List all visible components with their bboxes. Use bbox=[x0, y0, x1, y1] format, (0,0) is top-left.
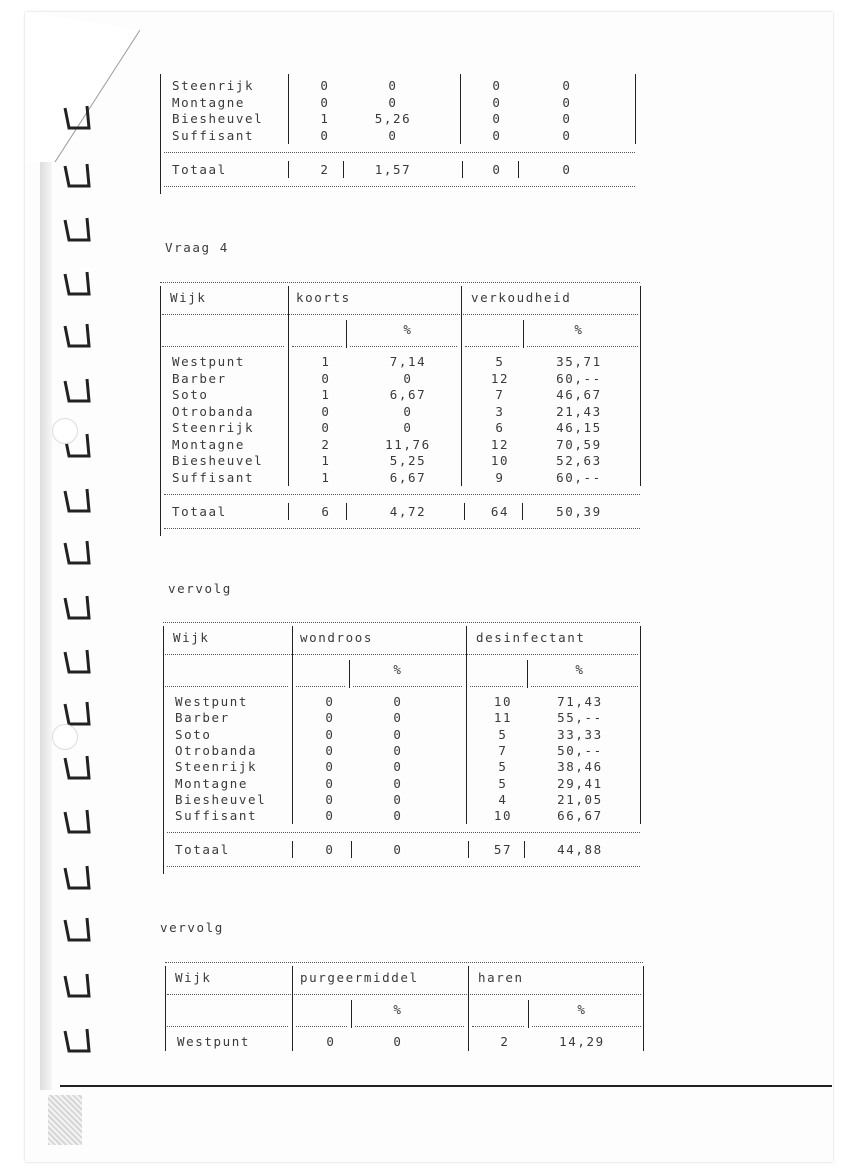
column-rule bbox=[292, 1030, 293, 1051]
table-cell-count-2: 11 bbox=[493, 710, 513, 726]
table-cell-pct-1: 0 bbox=[388, 127, 398, 143]
percent-header-2: % bbox=[575, 662, 585, 677]
document-page bbox=[25, 12, 833, 1162]
table-cell-pct-1: 0 bbox=[393, 710, 403, 726]
column-rule bbox=[466, 626, 467, 692]
table-cell-pct-1: 0 bbox=[388, 94, 398, 110]
binder-ring-icon bbox=[58, 752, 98, 782]
binder-ring-icon bbox=[58, 1025, 98, 1055]
table-cell-pct-1: 0 bbox=[393, 775, 403, 791]
column-rule bbox=[468, 841, 469, 858]
table-cell-pct-1: 0 bbox=[393, 694, 403, 709]
total-label: Totaal bbox=[175, 842, 230, 858]
column-rule bbox=[640, 350, 641, 486]
table-cell-count-1: 0 bbox=[320, 127, 330, 143]
binder-ring-icon bbox=[58, 862, 98, 892]
dotted-rule bbox=[160, 282, 640, 283]
table-cell-count-2: 9 bbox=[495, 469, 505, 485]
dotted-rule bbox=[353, 686, 462, 687]
dotted-rule bbox=[350, 346, 457, 347]
table-cell-count-1: 0 bbox=[320, 78, 330, 93]
total-pct-2: 44,88 bbox=[557, 842, 603, 858]
table-cell-pct-2: 21,05 bbox=[557, 791, 603, 807]
table-cell-count-1: 0 bbox=[325, 726, 335, 742]
table-cell-count-1: 0 bbox=[325, 694, 335, 709]
table-cell-count-1: 0 bbox=[320, 94, 330, 110]
table-cell-pct-2: 60,-- bbox=[556, 469, 602, 485]
dotted-rule bbox=[296, 686, 345, 687]
table-cell-pct-1: 0 bbox=[388, 78, 398, 93]
table-cell-count-2: 6 bbox=[495, 420, 505, 435]
column-rule bbox=[640, 626, 641, 692]
table-cell-count-2: 5 bbox=[498, 759, 508, 775]
column-rule bbox=[643, 1030, 644, 1051]
total-count-2: 0 bbox=[492, 162, 502, 177]
folded-corner bbox=[25, 12, 140, 162]
table-cell-pct-2: 0 bbox=[562, 94, 572, 110]
column-header-1: koorts bbox=[296, 290, 351, 305]
column-rule bbox=[468, 1030, 469, 1051]
dotted-rule bbox=[531, 686, 638, 687]
dotted-rule bbox=[164, 152, 635, 153]
table-cell-count-2: 0 bbox=[492, 94, 502, 110]
column-rule bbox=[464, 503, 465, 520]
punch-hole bbox=[52, 724, 78, 750]
percent-header-2: % bbox=[574, 322, 584, 337]
dotted-rule bbox=[465, 346, 519, 347]
table-cell-count-1: 0 bbox=[325, 710, 335, 726]
total-pct-2: 0 bbox=[562, 162, 572, 177]
table-cell-pct-2: 21,43 bbox=[556, 403, 602, 419]
total-label: Totaal bbox=[172, 504, 227, 519]
table-cell-count-1: 1 bbox=[321, 354, 331, 369]
table-cell-pct-1: 0 bbox=[393, 742, 403, 758]
table-cell-pct-1: 6,67 bbox=[389, 469, 427, 485]
column-rule bbox=[346, 503, 347, 520]
column-rule bbox=[643, 966, 644, 1032]
table-cell-count-2: 7 bbox=[495, 387, 505, 402]
column-rule bbox=[292, 966, 293, 1032]
column-rule bbox=[292, 690, 293, 824]
table-cell-wijk: Soto bbox=[172, 387, 209, 402]
table-cell-count-2: 0 bbox=[492, 127, 502, 143]
table-cell-count-2: 5 bbox=[495, 354, 505, 369]
column-rule bbox=[351, 1000, 352, 1028]
total-count-2: 64 bbox=[490, 504, 510, 519]
binder-ring-icon bbox=[58, 320, 98, 350]
table-cell-count-1: 1 bbox=[321, 469, 331, 485]
table-cell-count-1: 0 bbox=[325, 742, 335, 758]
table-cell-pct-2: 60,-- bbox=[556, 370, 602, 386]
table-cell-count-1: 1 bbox=[320, 111, 330, 126]
column-rule bbox=[288, 350, 289, 486]
total-count-1: 0 bbox=[325, 842, 335, 858]
table-cell-pct-2: 14,29 bbox=[559, 1034, 605, 1049]
binder-ring-icon bbox=[58, 806, 98, 836]
table-cell-wijk: Montagne bbox=[175, 775, 249, 791]
table-cell-count-2: 12 bbox=[490, 370, 510, 386]
table-cell-pct-2: 38,46 bbox=[557, 759, 603, 775]
table-cell-count-2: 12 bbox=[490, 436, 510, 452]
table-cell-count-2: 4 bbox=[498, 791, 508, 807]
table-cell-wijk: Westpunt bbox=[175, 694, 249, 709]
dotted-rule bbox=[164, 186, 635, 187]
table-cell-count-1: 0 bbox=[321, 403, 331, 419]
table-cell-wijk: Suffisant bbox=[172, 469, 255, 485]
column-header-2: verkoudheid bbox=[471, 290, 572, 305]
column-header-1: purgeermiddel bbox=[300, 970, 419, 985]
table-cell-pct-2: 71,43 bbox=[557, 694, 603, 709]
table-cell-count-2: 3 bbox=[495, 403, 505, 419]
table-cell-wijk: Otrobanda bbox=[172, 403, 255, 419]
column-rule bbox=[461, 286, 462, 352]
percent-header-2: % bbox=[577, 1002, 587, 1017]
table-cell-pct-1: 6,67 bbox=[389, 387, 427, 402]
column-header-wijk: Wijk bbox=[170, 290, 207, 305]
table-cell-pct-2: 55,-- bbox=[557, 710, 603, 726]
page-bottom-rule bbox=[60, 1085, 832, 1087]
column-rule bbox=[462, 161, 463, 178]
table-cell-pct-2: 46,15 bbox=[556, 420, 602, 435]
page-edge-shadow bbox=[40, 150, 52, 1090]
table-cell-count-1: 1 bbox=[321, 453, 331, 468]
table-cell-count-1: 1 bbox=[321, 387, 331, 402]
table-cell-wijk: Steenrijk bbox=[175, 759, 258, 775]
column-rule bbox=[466, 690, 467, 824]
total-count-2: 57 bbox=[493, 842, 513, 858]
table-cell-count-1: 0 bbox=[326, 1034, 336, 1049]
binder-ring-icon bbox=[58, 592, 98, 622]
table-cell-wijk: Soto bbox=[175, 726, 212, 742]
column-rule bbox=[160, 286, 161, 354]
total-count-1: 2 bbox=[320, 162, 330, 177]
table-cell-count-1: 0 bbox=[321, 370, 331, 386]
table-cell-count-2: 5 bbox=[498, 775, 508, 791]
table-cell-count-1: 0 bbox=[325, 791, 335, 807]
table-cell-wijk: Westpunt bbox=[172, 354, 246, 369]
dotted-rule bbox=[527, 346, 638, 347]
column-rule bbox=[460, 74, 461, 144]
column-rule bbox=[288, 74, 289, 144]
binder-ring-icon bbox=[58, 160, 98, 190]
table-cell-pct-2: 0 bbox=[562, 127, 572, 143]
column-rule bbox=[163, 690, 164, 874]
total-label: Totaal bbox=[172, 162, 227, 177]
dotted-rule bbox=[165, 686, 288, 687]
section-heading-vraag4: Vraag 4 bbox=[165, 240, 229, 255]
column-rule bbox=[461, 350, 462, 486]
column-header-wijk: Wijk bbox=[175, 970, 212, 985]
column-rule bbox=[528, 1000, 529, 1028]
table-cell-pct-1: 0 bbox=[393, 759, 403, 775]
column-rule bbox=[522, 503, 523, 520]
table-cell-pct-2: 35,71 bbox=[556, 354, 602, 369]
table-cell-wijk: Suffisant bbox=[175, 808, 258, 824]
column-header-1: wondroos bbox=[300, 630, 374, 645]
table-cell-count-1: 0 bbox=[325, 775, 335, 791]
section-heading-vervolg: vervolg bbox=[168, 581, 232, 596]
table-cell-pct-1: 0 bbox=[403, 370, 413, 386]
table-cell-wijk: Westpunt bbox=[177, 1034, 251, 1049]
table-cell-count-2: 2 bbox=[500, 1034, 510, 1049]
table-cell-wijk: Steenrijk bbox=[172, 420, 255, 435]
table-cell-pct-1: 0 bbox=[403, 420, 413, 435]
dotted-rule bbox=[296, 1026, 347, 1027]
dotted-rule bbox=[472, 1026, 524, 1027]
table-cell-wijk: Montagne bbox=[172, 94, 246, 110]
table-cell-pct-2: 0 bbox=[562, 111, 572, 126]
percent-header-1: % bbox=[393, 1002, 403, 1017]
table-cell-count-2: 5 bbox=[498, 726, 508, 742]
percent-header-1: % bbox=[403, 322, 413, 337]
column-rule bbox=[527, 660, 528, 688]
total-pct-1: 4,72 bbox=[389, 504, 427, 519]
table-cell-wijk: Biesheuvel bbox=[175, 791, 267, 807]
dotted-rule bbox=[167, 832, 640, 833]
table-cell-pct-2: 0 bbox=[562, 78, 572, 93]
binder-ring-icon bbox=[58, 537, 98, 567]
column-rule bbox=[635, 74, 636, 144]
table-cell-pct-2: 29,41 bbox=[557, 775, 603, 791]
table-cell-wijk: Biesheuvel bbox=[172, 111, 264, 126]
column-rule bbox=[640, 286, 641, 352]
dotted-rule bbox=[167, 994, 641, 995]
dotted-rule bbox=[164, 494, 640, 495]
column-rule bbox=[349, 660, 350, 688]
table-cell-pct-2: 70,59 bbox=[556, 436, 602, 452]
column-rule bbox=[288, 503, 289, 520]
dotted-rule bbox=[355, 1026, 464, 1027]
column-rule bbox=[351, 841, 352, 858]
binder-ring-icon bbox=[58, 646, 98, 676]
column-rule bbox=[160, 350, 161, 536]
table-cell-pct-1: 5,26 bbox=[374, 111, 412, 126]
dotted-rule bbox=[165, 654, 638, 655]
binder-ring-icon bbox=[58, 970, 98, 1000]
table-cell-wijk: Barber bbox=[175, 710, 230, 726]
table-cell-wijk: Suffisant bbox=[172, 127, 255, 143]
binder-ring-icon bbox=[58, 914, 98, 944]
column-rule bbox=[165, 1030, 166, 1051]
total-count-1: 6 bbox=[321, 504, 331, 519]
table-cell-wijk: Otrobanda bbox=[175, 742, 258, 758]
column-rule bbox=[346, 320, 347, 348]
table-cell-count-2: 10 bbox=[490, 453, 510, 468]
table-cell-count-1: 2 bbox=[321, 436, 331, 452]
dotted-rule bbox=[165, 962, 643, 963]
table-cell-count-2: 7 bbox=[498, 742, 508, 758]
table-cell-pct-2: 50,-- bbox=[557, 742, 603, 758]
column-rule bbox=[160, 74, 161, 194]
column-rule bbox=[524, 841, 525, 858]
table-cell-count-1: 0 bbox=[325, 759, 335, 775]
dotted-rule bbox=[292, 346, 342, 347]
table-cell-pct-1: 11,76 bbox=[385, 436, 431, 452]
column-rule bbox=[288, 161, 289, 178]
dotted-rule bbox=[162, 346, 284, 347]
table-cell-count-1: 0 bbox=[325, 808, 335, 824]
table-cell-pct-1: 0 bbox=[393, 726, 403, 742]
column-rule bbox=[640, 690, 641, 824]
table-cell-pct-1: 0 bbox=[393, 1034, 403, 1049]
column-header-wijk: Wijk bbox=[173, 630, 210, 645]
table-cell-pct-1: 0 bbox=[403, 403, 413, 419]
column-rule bbox=[343, 161, 344, 178]
table-cell-pct-1: 0 bbox=[393, 808, 403, 824]
scan-smudge bbox=[48, 1095, 82, 1145]
table-cell-pct-2: 33,33 bbox=[557, 726, 603, 742]
section-heading-vervolg-2: vervolg bbox=[160, 920, 224, 935]
table-cell-wijk: Steenrijk bbox=[172, 78, 255, 93]
column-header-2: haren bbox=[478, 970, 524, 985]
dotted-rule bbox=[163, 622, 640, 623]
dotted-rule bbox=[164, 528, 640, 529]
binder-ring-icon bbox=[58, 214, 98, 244]
table-cell-count-2: 0 bbox=[492, 111, 502, 126]
table-cell-pct-2: 52,63 bbox=[556, 453, 602, 468]
table-cell-wijk: Biesheuvel bbox=[172, 453, 264, 468]
dotted-rule bbox=[162, 314, 638, 315]
binder-ring-icon bbox=[58, 102, 98, 132]
percent-header-1: % bbox=[393, 662, 403, 677]
dotted-rule bbox=[167, 866, 640, 867]
total-pct-1: 0 bbox=[393, 842, 403, 858]
table-cell-pct-2: 46,67 bbox=[556, 387, 602, 402]
table-cell-pct-1: 7,14 bbox=[389, 354, 427, 369]
table-cell-count-1: 0 bbox=[321, 420, 331, 435]
dotted-rule bbox=[167, 1026, 288, 1027]
dotted-rule bbox=[470, 686, 523, 687]
table-cell-wijk: Montagne bbox=[172, 436, 246, 452]
binder-ring-icon bbox=[58, 375, 98, 405]
column-rule bbox=[292, 626, 293, 692]
column-rule bbox=[468, 966, 469, 1032]
table-cell-pct-2: 66,67 bbox=[557, 808, 603, 824]
column-rule bbox=[165, 966, 166, 1034]
binder-ring-icon bbox=[58, 485, 98, 515]
dotted-rule bbox=[532, 1026, 641, 1027]
total-pct-2: 50,39 bbox=[556, 504, 602, 519]
column-rule bbox=[523, 320, 524, 348]
table-cell-pct-1: 5,25 bbox=[389, 453, 427, 468]
table-cell-count-2: 10 bbox=[493, 694, 513, 709]
column-rule bbox=[518, 161, 519, 178]
total-pct-1: 1,57 bbox=[374, 162, 412, 177]
column-header-2: desinfectant bbox=[476, 630, 586, 645]
table-cell-count-2: 0 bbox=[492, 78, 502, 93]
table-cell-pct-1: 0 bbox=[393, 791, 403, 807]
binder-ring-icon bbox=[58, 268, 98, 298]
column-rule bbox=[292, 841, 293, 858]
table-cell-count-2: 10 bbox=[493, 808, 513, 824]
column-rule bbox=[163, 626, 164, 694]
punch-hole bbox=[52, 418, 78, 444]
table-cell-wijk: Barber bbox=[172, 370, 227, 386]
column-rule bbox=[288, 286, 289, 352]
